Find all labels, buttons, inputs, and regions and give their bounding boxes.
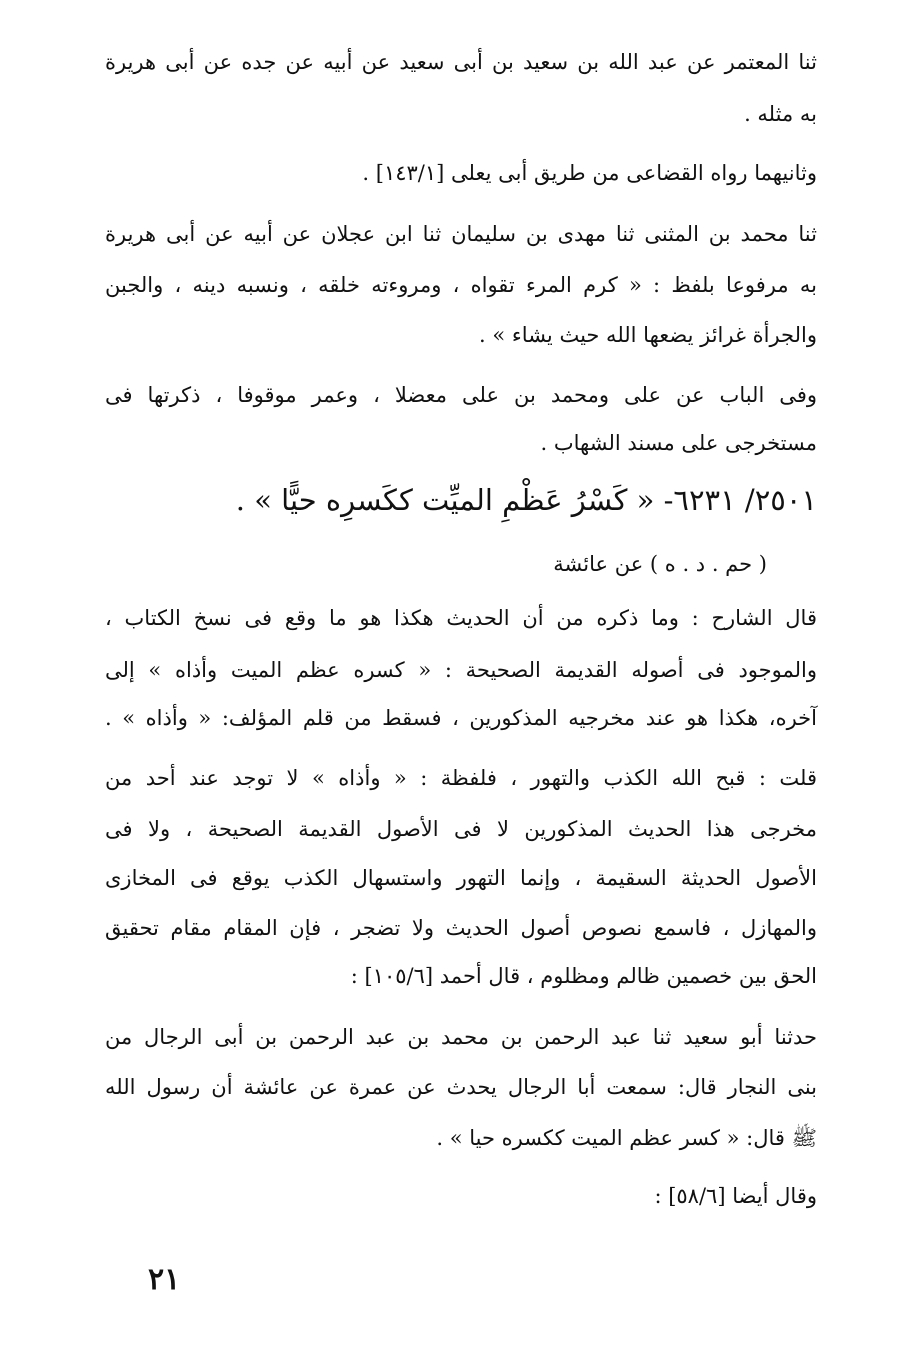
text-line: بنى النجار قال: سمعت أبا الرجال يحدث عن عمرة عن عائشة أن رسول الله xyxy=(105,1075,817,1099)
page-number: ٢١ xyxy=(148,1262,181,1297)
text-line: والجرأة غرائز يضعها الله حيث يشاء » . xyxy=(479,323,817,347)
text-line: مخرجى هذا الحديث المذكورين لا فى الأصول القديمة الصحيحة ، ولا فى xyxy=(105,817,817,841)
text-line: حدثنا أبو سعيد ثنا عبد الرحمن بن محمد بن عبد الرحمن بن أبى الرجال من xyxy=(105,1025,817,1049)
text-line: وقال أيضا [٥٨/٦] : xyxy=(654,1184,817,1208)
text-line: قال الشارح : وما ذكره من أن الحديث هكذا هو ما وقع فى نسخ الكتاب ، xyxy=(105,606,817,630)
text-line: ﷺ قال: « كسر عظم الميت ككسره حيا » . xyxy=(436,1126,817,1150)
text-line: ثنا محمد بن المثنى ثنا مهدى بن سليمان ثنا ابن عجلان عن أبيه عن أبى هريرة xyxy=(105,222,817,246)
hadith-source: ( حم . د . ه ) عن عائشة xyxy=(553,552,767,576)
text-line: به مرفوعا بلفظ : « كرم المرء تقواه ، ومروءته خلقه ، ونسبه دينه ، والجبن xyxy=(105,273,817,297)
text-line: الأصول الحديثة السقيمة ، وإنما التهور واستسهال الكذب يوقع فى المخازى xyxy=(105,866,817,890)
text-line: قلت : قبح الله الكذب والتهور ، فلفظة : « وأذاه » لا توجد عند أحد من xyxy=(105,766,817,790)
text-line: آخره، هكذا هو عند مخرجيه المذكورين ، فسقط من قلم المؤلف: « وأذاه » . xyxy=(105,706,817,730)
text-line: وثانيهما رواه القضاعى من طريق أبى يعلى [١٤٣/١] . xyxy=(362,161,817,185)
text-line: ثنا المعتمر عن عبد الله بن سعيد بن أبى سعيد عن أبيه عن جده عن أبى هريرة xyxy=(105,50,817,74)
text-line: الحق بين خصمين ظالم ومظلوم ، قال أحمد [١٠٥/٦] : xyxy=(350,964,817,988)
hadith-heading: ٢٥٠١/ ٦٢٣١- « كَسْرُ عَظْمِ الميِّت ككَسرِه حيًّا » . xyxy=(235,483,817,517)
text-line: والمهازل ، فاسمع نصوص أصول الحديث ولا تضجر ، فإن المقام مقام تحقيق xyxy=(105,916,817,940)
text-line: وفى الباب عن على ومحمد بن على معضلا ، وعمر موقوفا ، ذكرتها فى xyxy=(105,383,817,407)
text-line: والموجود فى أصوله القديمة الصحيحة : « كسره عظم الميت وأذاه » إلى xyxy=(105,658,817,682)
text-line: مستخرجى على مسند الشهاب . xyxy=(540,431,817,455)
text-line: به مثله . xyxy=(744,102,817,126)
